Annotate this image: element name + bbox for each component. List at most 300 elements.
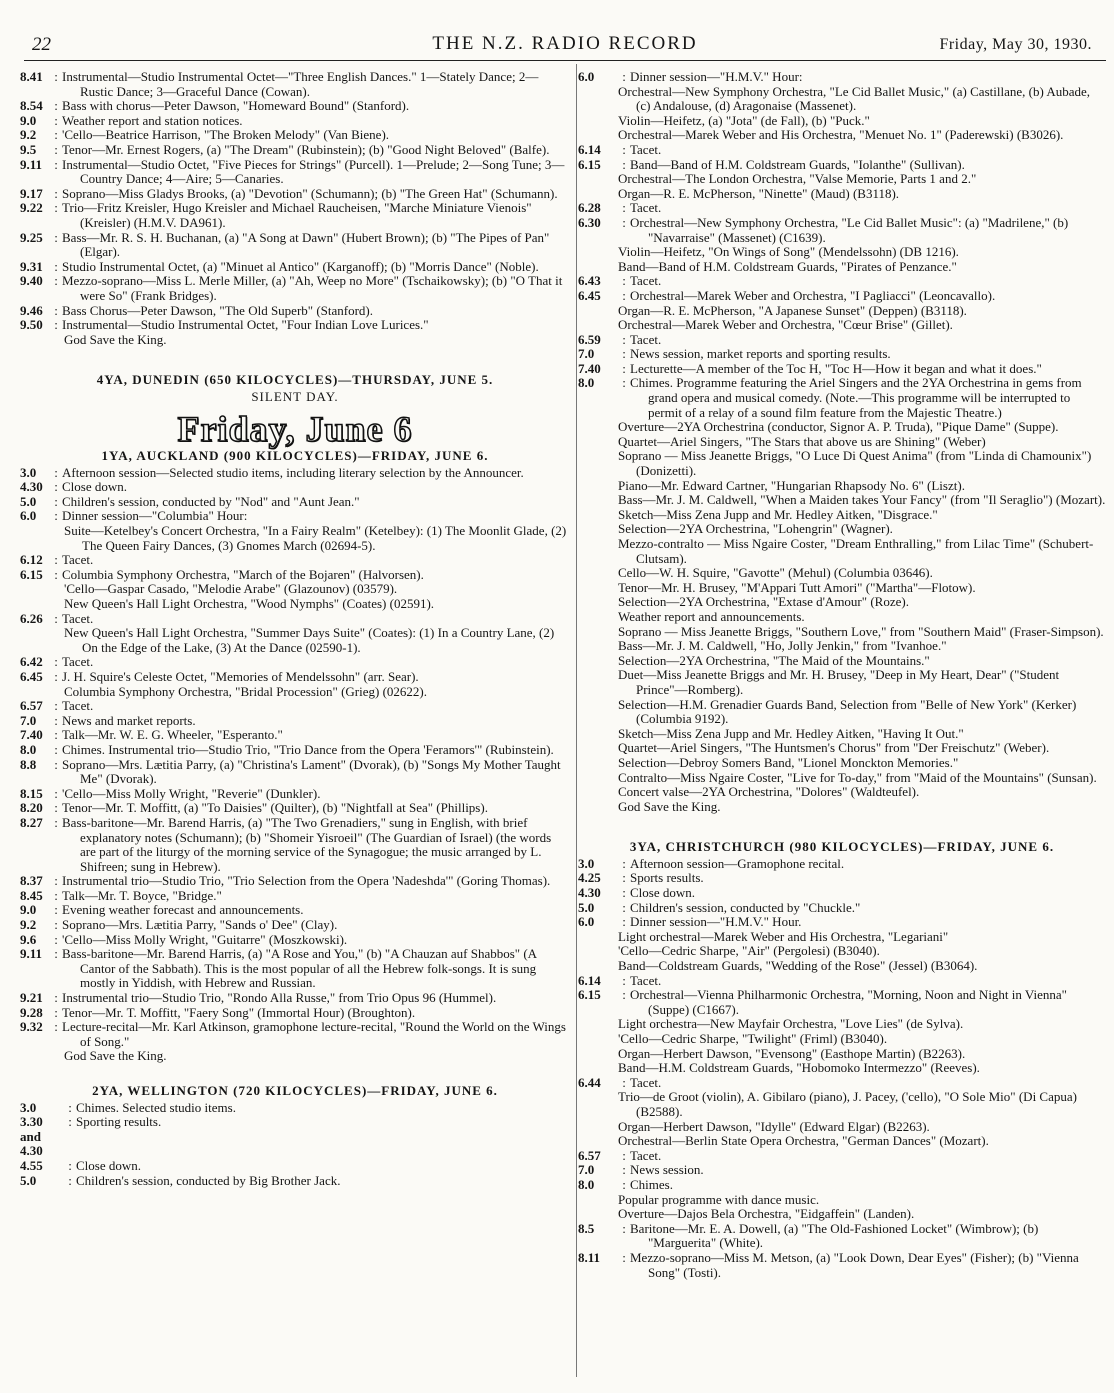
- entry-time: 6.44: [578, 1074, 601, 1090]
- sub-item: Selection—2YA Orchestrina, "The Maid of the Mountains.": [618, 652, 930, 668]
- schedule-entry: [20, 143, 570, 158]
- entry-time: 6.59: [578, 331, 601, 347]
- schedule-entry: [20, 187, 570, 202]
- entry-separator: :: [622, 885, 626, 901]
- entry-time: 6.0: [578, 70, 595, 84]
- entry-separator: :: [54, 990, 58, 1006]
- schedule-entry: [20, 787, 570, 802]
- entry-time: 6.12: [20, 552, 43, 568]
- entry-text: Afternoon session—Gramophone recital.: [630, 855, 845, 871]
- entry-separator: :: [68, 1114, 72, 1130]
- schedule-list: [578, 1076, 1106, 1091]
- entry-separator: :: [54, 317, 58, 333]
- schedule-list: [578, 1149, 1106, 1193]
- entry-text: Tenor—Mr. Ernest Rogers, (a) "The Dream" (Rubinstein); (b) "Good Night Beloved" (Balfe).: [62, 141, 550, 157]
- entry-text: Baritone—Mr. E. A. Dowell, (a) "The Old-Fashioned Locket" (Wimbrow); (b) "Marguerita" (White).: [630, 1220, 1039, 1251]
- schedule-entry: [20, 1115, 570, 1159]
- sub-item: Selection—H.M. Grenadier Guards Band, Selection from "Belle of New York" (Kerker) (Columbia 9192).: [618, 696, 1077, 727]
- entry-separator: :: [622, 870, 626, 886]
- entry-text: Soprano—Miss Gladys Brooks, (a) "Devotion" (Schumann); (b) "The Green Hat" (Schumann).: [62, 185, 558, 201]
- entry-time: 9.50: [20, 317, 43, 333]
- sub-list: [578, 930, 1106, 974]
- schedule-list: [578, 143, 1106, 172]
- entry-text: Mezzo-soprano—Miss L. Merle Miller, (a) "Ah, Weep no More" (Tschaikowsky); (b) "O That it were So" (Frank Bridges).: [62, 273, 563, 303]
- schedule-entry: [20, 274, 570, 303]
- entry-time: 6.43: [578, 273, 601, 289]
- entry-text: Close down.: [630, 885, 695, 901]
- entry-time: 9.2: [20, 917, 37, 933]
- entry-text: Tacet.: [62, 654, 94, 670]
- sub-list: [578, 420, 1106, 814]
- entry-separator: :: [622, 287, 626, 303]
- station-heading-dunedin: 4YA, DUNEDIN (650 KILOCYCLES)—THURSDAY, JUNE 5.: [96, 372, 494, 388]
- entry-time: 8.0: [20, 741, 37, 757]
- schedule-entry: [578, 974, 1106, 989]
- sub-item: Piano—Mr. Edward Cartner, "Hungarian Rhapsody No. 6" (Liszt).: [618, 477, 965, 493]
- entry-separator: :: [54, 302, 58, 318]
- sub-item: Overture—2YA Orchestrina (conductor, Signor A. P. Truda), "Pique Dame" (Suppe).: [618, 419, 1059, 435]
- page-number: 22: [32, 34, 51, 55]
- sub-item: Organ—R. E. McPherson, "A Japanese Sunset" (Deppen) (B3118).: [618, 302, 967, 318]
- schedule-entry: [578, 201, 1106, 216]
- schedule-list: [578, 974, 1106, 1018]
- schedule-list: [578, 201, 1106, 245]
- sub-item: Selection—2YA Orchestrina, "Lohengrin" (Wagner).: [618, 521, 893, 537]
- schedule-entry: [578, 871, 1106, 886]
- entry-separator: :: [622, 214, 626, 230]
- schedule-entry: [20, 655, 570, 670]
- entry-separator: :: [622, 1176, 626, 1192]
- entry-separator: :: [54, 552, 58, 568]
- entry-time: 7.0: [578, 346, 595, 362]
- close-line: God Save the King.: [64, 331, 167, 347]
- station-heading-auckland: 1YA, AUCKLAND (900 KILOCYCLES)—FRIDAY, JUNE 6.: [101, 448, 489, 464]
- sub-item: Orchestral—Marek Weber and Orchestra, "Cœur Brise" (Gillet).: [618, 317, 953, 333]
- entry-time: 6.57: [578, 1147, 601, 1163]
- schedule-entry: [20, 70, 570, 99]
- entry-separator: :: [54, 464, 58, 480]
- entry-text: Chimes. Programme featuring the Ariel Singers and the 2YA Orchestrina in gems from grand opera and musical comedy. (Note.—This programme will be interrupted to permit of a relay of a sound film feature from the Majestic Theatre.): [630, 375, 1082, 420]
- sub-item: Organ—R. E. McPherson, "Ninette" (Maud) (B3118).: [618, 185, 900, 201]
- entry-time: 9.22: [20, 200, 43, 216]
- entry-separator: :: [622, 156, 626, 172]
- sub-item: Trio—de Groot (violin), A. Gibilaro (piano), J. Pacey, ('cello), "O Sole Mio" (Di Capua) (B2588).: [618, 1089, 1077, 1119]
- entry-text: Orchestral—Marek Weber and Orchestra, "I Pagliacci" (Leoncavallo).: [630, 287, 996, 303]
- entry-text: Chimes.: [630, 1176, 673, 1192]
- entry-separator: :: [54, 654, 58, 670]
- entry-separator: :: [622, 375, 626, 391]
- entry-separator: :: [622, 1249, 626, 1265]
- entry-text: Talk—Mr. W. E. G. Wheeler, "Esperanto.": [62, 727, 283, 743]
- entry-separator: :: [54, 887, 58, 903]
- entry-text: Band—Band of H.M. Coldstream Guards, "Iolanthe" (Sullivan).: [630, 156, 965, 172]
- schedule-entry: [578, 901, 1106, 916]
- sub-item: Columbia Symphony Orchestra, "Bridal Procession" (Grieg) (02622).: [64, 683, 427, 699]
- entry-text: News session.: [630, 1162, 704, 1178]
- entry-time: 8.0: [578, 375, 595, 391]
- schedule-entry: [578, 1178, 1106, 1193]
- entry-time: 9.40: [20, 273, 43, 289]
- entry-separator: :: [622, 70, 626, 84]
- schedule-entry: [20, 99, 570, 114]
- entry-time: 9.32: [20, 1019, 43, 1035]
- entry-text: Dinner session—"H.M.V." Hour.: [630, 914, 802, 930]
- schedule-entry: [20, 743, 570, 758]
- schedule-list: [578, 857, 1106, 930]
- entry-text: Chimes. Instrumental trio—Studio Trio, "Trio Dance from the Opera 'Feramors'" (Rubinstein).: [62, 741, 554, 757]
- entry-text: Tacet.: [630, 273, 662, 289]
- entry-time: 6.45: [578, 287, 601, 303]
- entry-separator: :: [54, 127, 58, 143]
- entry-text: Instrumental trio—Studio Trio, "Rondo Alla Russe," from Trio Opus 96 (Hummel).: [62, 990, 497, 1006]
- entry-time: 8.5: [578, 1220, 595, 1236]
- entry-separator: :: [54, 479, 58, 495]
- entry-separator: :: [54, 698, 58, 714]
- sub-list: [20, 626, 570, 655]
- entry-time: 7.0: [20, 712, 37, 728]
- entry-text: Tacet.: [630, 331, 662, 347]
- entry-time: 9.28: [20, 1004, 43, 1020]
- entry-text: Talk—Mr. T. Boyce, "Bridge.": [62, 887, 222, 903]
- schedule-entry: [578, 1251, 1106, 1280]
- schedule-entry: [578, 143, 1106, 158]
- schedule-entry: [578, 289, 1106, 304]
- entry-time: 9.6: [20, 931, 37, 947]
- close-line: God Save the King.: [64, 1048, 167, 1064]
- schedule-entry: [20, 1159, 570, 1174]
- schedule-entry: [20, 231, 570, 260]
- entry-time: 3.30 and 4.30: [20, 1114, 43, 1159]
- entry-separator: :: [68, 1172, 72, 1188]
- entry-separator: :: [54, 508, 58, 524]
- schedule-entry: [578, 1076, 1106, 1091]
- entry-text: Sports results.: [630, 870, 704, 886]
- entry-time: 6.30: [578, 214, 601, 230]
- entry-text: Studio Instrumental Octet, (a) "Minuet al Antico" (Karganoff); (b) "Morris Dance" (Noble).: [62, 258, 539, 274]
- schedule-entry: [20, 670, 570, 685]
- sub-item: 'Cello—Cedric Sharpe, "Twilight" (Friml) (B3040).: [618, 1031, 888, 1046]
- entry-text: J. H. Squire's Celeste Octet, "Memories of Mendelssohn" (arr. Sear).: [62, 668, 419, 684]
- sub-item: Bass—Mr. J. M. Caldwell, "Ho, Jolly Jenkin," from "Ivanhoe.": [618, 638, 947, 654]
- entry-separator: :: [54, 185, 58, 201]
- schedule-list: [20, 1101, 570, 1189]
- entry-separator: :: [54, 712, 58, 728]
- schedule-entry: [20, 903, 570, 918]
- entry-time: 8.20: [20, 800, 43, 816]
- entry-separator: :: [54, 756, 58, 772]
- sub-list: [578, 1193, 1106, 1222]
- sub-item: New Queen's Hall Light Orchestra, "Wood Nymphs" (Coates) (02591).: [64, 596, 435, 611]
- schedule-entry: [578, 376, 1106, 420]
- header-rule: [24, 60, 1106, 61]
- schedule-entry: [578, 362, 1106, 377]
- entry-separator: :: [622, 914, 626, 930]
- sub-item: Overture—Dajos Bela Orchestra, "Eidgaffein" (Landen).: [618, 1206, 915, 1222]
- schedule-entry: [20, 114, 570, 129]
- sub-list: [20, 685, 570, 700]
- sub-item: Sketch—Miss Zena Jupp and Mr. Hedley Aitken, "Having It Out.": [618, 725, 964, 741]
- entry-separator: :: [622, 899, 626, 915]
- schedule-entry: [20, 128, 570, 143]
- entry-time: 4.55: [20, 1157, 43, 1173]
- entry-separator: :: [622, 1162, 626, 1178]
- entry-text: Columbia Symphony Orchestra, "March of the Bojaren" (Halvorsen).: [62, 566, 424, 582]
- entry-separator: :: [54, 610, 58, 626]
- schedule-entry: [20, 495, 570, 510]
- entry-text: Bass-baritone—Mr. Barend Harris, (a) "The Two Grenadiers," sung in English, with brief explanatory notes (Schumann); (b) "Shomeir Yisroeil" (The Guardian of Israel) (the words are part of the liturgy of the morning service of the Synagogue; the music arranged by L. Shifreen; sung in Hebrew).: [62, 814, 552, 874]
- entry-separator: :: [54, 1019, 58, 1035]
- sub-item: Tenor—Mr. H. Brusey, "M'Appari Tutt Amori" ("Martha"—Flotow).: [618, 579, 976, 595]
- entry-separator: :: [54, 273, 58, 289]
- schedule-entry: [578, 886, 1106, 901]
- schedule-entry: [20, 1101, 570, 1116]
- sub-list: [578, 1090, 1106, 1148]
- entry-separator: :: [54, 229, 58, 245]
- schedule-entry: [20, 260, 570, 275]
- entry-text: News and market reports.: [62, 712, 196, 728]
- entry-text: Tacet.: [62, 610, 94, 626]
- schedule-list: [578, 274, 1106, 303]
- schedule-entry: [578, 333, 1106, 348]
- sub-item: Sketch—Miss Zena Jupp and Mr. Hedley Aitken, "Disgrace.": [618, 506, 938, 522]
- entry-time: 4.30: [578, 885, 601, 901]
- schedule-entry: [578, 274, 1106, 289]
- schedule-list: [20, 612, 570, 627]
- schedule-entry: [578, 857, 1106, 872]
- sub-item: Suite—Ketelbey's Concert Orchestra, "In a Fairy Realm" (Ketelbey): (1) The Moonlit Glade, (2) The Queen Fairy Dances, (3) Gnomes March (02694-5).: [64, 523, 567, 553]
- schedule-entry: [20, 318, 570, 333]
- schedule-entry: [578, 1163, 1106, 1178]
- sub-item: Quartet—Ariel Singers, "The Huntsmen's Chorus" from "Der Freischutz" (Weber).: [618, 740, 1050, 756]
- entry-text: Trio—Fritz Kreisler, Hugo Kreisler and Michael Raucheisen, "Marche Miniature Vienois" (Kreisler) (H.M.V. DA961).: [62, 200, 532, 230]
- entry-text: Children's session, conducted by "Nod" and "Aunt Jean.": [62, 493, 360, 509]
- entry-separator: :: [54, 200, 58, 216]
- entry-time: 9.21: [20, 990, 43, 1006]
- sub-item: Concert valse—2YA Orchestrina, "Dolores" (Waldteufel).: [618, 784, 920, 800]
- entry-text: Chimes. Selected studio items.: [76, 1099, 236, 1115]
- schedule-entry: [20, 158, 570, 187]
- schedule-entry: [20, 947, 570, 991]
- entry-separator: :: [54, 902, 58, 918]
- entry-text: Evening weather forecast and announcements.: [62, 902, 304, 918]
- entry-separator: :: [54, 873, 58, 889]
- schedule-entry: [20, 201, 570, 230]
- entry-text: Weather report and station notices.: [62, 112, 243, 128]
- entry-separator: :: [54, 668, 58, 684]
- entry-separator: :: [54, 1004, 58, 1020]
- entry-separator: :: [68, 1157, 72, 1173]
- sub-item: Violin—Heifetz, "On Wings of Song" (Mendelssohn) (DB 1216).: [618, 244, 959, 260]
- schedule-entry: [20, 304, 570, 319]
- sub-item: Orchestral—The London Orchestra, "Valse Memorie, Parts 1 and 2.": [618, 171, 977, 187]
- publication-title: THE N.Z. RADIO RECORD: [432, 33, 698, 54]
- entry-text: Dinner session—"H.M.V." Hour:: [630, 70, 803, 84]
- entry-time: 5.0: [20, 1172, 37, 1188]
- entry-text: Dinner session—"Columbia" Hour:: [62, 508, 248, 524]
- sub-item: God Save the King.: [618, 798, 721, 814]
- schedule-list: [578, 333, 1106, 421]
- sub-list: [578, 245, 1106, 274]
- right-column: [578, 70, 1106, 1280]
- entry-text: Orchestral—Vienna Philharmonic Orchestra, "Morning, Noon and Night in Vienna" (Suppe) (C1667).: [630, 987, 1067, 1017]
- entry-text: Mezzo-soprano—Miss M. Metson, (a) "Look Down, Dear Eyes" (Fisher); (b) "Vienna Song" (Tosti).: [630, 1249, 1079, 1280]
- schedule-entry: [20, 714, 570, 729]
- entry-text: Tacet.: [630, 1074, 662, 1090]
- sub-item: Light orchestra—New Mayfair Orchestra, "Love Lies" (de Sylva).: [618, 1016, 964, 1032]
- schedule-entry: [578, 347, 1106, 362]
- entry-time: 5.0: [578, 899, 595, 915]
- schedule-entry: [20, 728, 570, 743]
- entry-separator: :: [54, 946, 58, 962]
- entry-text: Tacet.: [630, 1147, 662, 1163]
- sub-item: 'Cello—Gaspar Casado, "Melodie Arabe" (Glazounov) (03579).: [64, 581, 398, 597]
- schedule-entry: [20, 568, 570, 583]
- entry-separator: :: [68, 1099, 72, 1115]
- entry-time: 6.0: [578, 914, 595, 930]
- schedule-entry: [20, 509, 570, 524]
- issue-date: Friday, May 30, 1930.: [939, 36, 1092, 53]
- sub-item: Violin—Heifetz, (a) "Jota" (de Fall), (b) "Puck.": [618, 112, 870, 128]
- silent-day-notice: SILENT DAY.: [251, 388, 339, 404]
- sub-item: Bass—Mr. J. M. Caldwell, "When a Maiden takes Your Fancy" (from "Il Seraglio") (Mozart).: [618, 492, 1106, 508]
- entry-separator: :: [54, 800, 58, 816]
- schedule-list: [578, 1222, 1106, 1280]
- entry-text: Soprano—Mrs. Lætitia Parry, (a) "Christina's Lament" (Dvorak), (b) "Songs My Mother Taught Me" (Dvorak).: [62, 756, 561, 787]
- sub-list: [20, 524, 570, 553]
- sub-item: Mezzo-contralto — Miss Ngaire Coster, "Dream Enthralling," from Lilac Time" (Schubert-Clutsam).: [618, 536, 1094, 566]
- schedule-entry: [20, 816, 570, 874]
- entry-time: 6.15: [578, 156, 601, 172]
- entry-text: Tenor—Mr. T. Moffitt, (a) "To Daisies" (Quilter), (b) "Nightfall at Sea" (Phillips).: [62, 800, 488, 816]
- entry-text: Close down.: [62, 479, 127, 495]
- entry-text: Children's session, conducted by Big Brother Jack.: [76, 1172, 341, 1188]
- sub-item: Selection—Debroy Somers Band, "Lionel Monckton Memories.": [618, 754, 959, 770]
- entry-time: 6.14: [578, 972, 601, 988]
- entry-time: 7.40: [578, 360, 601, 376]
- entry-time: 7.40: [20, 727, 43, 743]
- entry-text: Instrumental—Studio Octet, "Five Pieces for Strings" (Purcell). 1—Prelude; 2—Song Tune; 3—Country Dance; 4—Aire; 5—Canaries.: [62, 156, 565, 187]
- sub-item: Selection—2YA Orchestrina, "Extase d'Amour" (Roze).: [618, 594, 909, 610]
- entry-time: 8.8: [20, 756, 37, 772]
- entry-text: Bass—Mr. R. S. H. Buchanan, (a) "A Song at Dawn" (Hubert Brown); (b) "The Pipes of Pan" (Elgar).: [62, 229, 550, 260]
- sub-item: Soprano — Miss Jeanette Briggs, "Southern Love," from "Southern Maid" (Fraser-Simpson).: [618, 623, 1104, 639]
- entry-separator: :: [54, 141, 58, 157]
- schedule-entry: [578, 1222, 1106, 1251]
- schedule-entry: [20, 466, 570, 481]
- schedule-entry: [578, 915, 1106, 930]
- entry-separator: :: [622, 200, 626, 216]
- entry-time: 9.0: [20, 112, 37, 128]
- sub-item: Light orchestral—Marek Weber and His Orchestra, "Legariani": [618, 928, 949, 944]
- entry-time: 5.0: [20, 493, 37, 509]
- entry-time: 3.0: [578, 855, 595, 871]
- schedule-entry: [20, 1006, 570, 1021]
- entry-text: Close down.: [76, 1157, 141, 1173]
- entry-time: 9.0: [20, 902, 37, 918]
- schedule-entry: [20, 933, 570, 948]
- entry-separator: :: [54, 931, 58, 947]
- schedule-entry: [20, 699, 570, 714]
- entry-separator: :: [622, 1220, 626, 1236]
- sub-list: [20, 582, 570, 611]
- entry-time: 3.0: [20, 464, 37, 480]
- entry-time: 8.45: [20, 887, 43, 903]
- entry-time: 9.5: [20, 141, 37, 157]
- entry-text: Bass with chorus—Peter Dawson, "Homeward Bound" (Stanford).: [62, 98, 410, 114]
- schedule-entry: [20, 918, 570, 933]
- sub-list: [578, 85, 1106, 143]
- sub-item: Cello—W. H. Squire, "Gavotte" (Mehul) (Columbia 03646).: [618, 565, 933, 581]
- entry-time: 6.28: [578, 200, 601, 216]
- entry-time: 6.57: [20, 698, 43, 714]
- entry-separator: :: [622, 987, 626, 1003]
- schedule-entry: [20, 801, 570, 816]
- entry-time: 8.27: [20, 814, 43, 830]
- entry-separator: :: [622, 1074, 626, 1090]
- entry-time: 6.15: [20, 566, 43, 582]
- station-heading-wellington: 2YA, WELLINGTON (720 KILOCYCLES)—FRIDAY, JUNE 6.: [92, 1083, 498, 1098]
- entry-separator: :: [54, 112, 58, 128]
- entry-separator: :: [54, 785, 58, 801]
- schedule-entry: [578, 158, 1106, 173]
- entry-text: Bass Chorus—Peter Dawson, "The Old Superb" (Stanford).: [62, 302, 374, 318]
- entry-time: 8.11: [578, 1249, 601, 1265]
- schedule-entry: [578, 216, 1106, 245]
- entry-text: Tacet.: [630, 141, 662, 157]
- schedule-entry: [20, 1020, 570, 1049]
- schedule-list: [20, 699, 570, 1049]
- entry-time: 9.11: [20, 946, 43, 962]
- schedule-entry: [20, 991, 570, 1006]
- schedule-entry: [578, 988, 1106, 1017]
- station-heading-christchurch: 3YA, CHRISTCHURCH (980 KILOCYCLES)—FRIDAY, JUNE 6.: [629, 839, 1055, 855]
- sub-item: Contralto—Miss Ngaire Coster, "Live for To-day," from "Maid of the Mountains" (Sunsan).: [618, 769, 1097, 785]
- sub-item: Band—Band of H.M. Coldstream Guards, "Pirates of Penzance.": [618, 258, 957, 274]
- entry-separator: :: [54, 727, 58, 743]
- entry-text: Tacet.: [630, 972, 662, 988]
- entry-separator: :: [622, 331, 626, 347]
- entry-text: Tacet.: [62, 552, 94, 568]
- entry-time: 4.30: [20, 479, 43, 495]
- entry-time: 6.0: [20, 508, 37, 524]
- left-column: [20, 70, 570, 1188]
- entry-time: 8.41: [20, 70, 43, 84]
- sub-item: Band—Coldstream Guards, "Wedding of the Rose" (Jessel) (B3064).: [618, 958, 978, 974]
- entry-time: 9.31: [20, 258, 43, 274]
- entry-separator: :: [54, 258, 58, 274]
- entry-time: 4.25: [578, 870, 601, 886]
- entry-text: Lecture-recital—Mr. Karl Atkinson, gramophone lecture-recital, "Round the World on the Wings of Song.": [62, 1019, 566, 1049]
- sub-item: Duet—Miss Jeanette Briggs and Mr. H. Brusey, "Deep in My Heart, Dear" ("Student Prince"—Romberg).: [618, 667, 1060, 697]
- entry-text: Tenor—Mr. T. Moffitt, "Faery Song" (Immortal Hour) (Broughton).: [62, 1004, 416, 1020]
- entry-separator: :: [622, 972, 626, 988]
- entry-separator: :: [54, 156, 58, 172]
- entry-separator: :: [54, 917, 58, 933]
- entry-text: Tacet.: [630, 200, 662, 216]
- entry-text: Tacet.: [62, 698, 94, 714]
- sub-item: Organ—Herbert Dawson, "Idylle" (Edward Elgar) (B2263).: [618, 1118, 930, 1134]
- entry-time: 8.15: [20, 785, 43, 801]
- entry-separator: :: [54, 493, 58, 509]
- schedule-list: [20, 466, 570, 524]
- entry-time: 6.26: [20, 610, 43, 626]
- schedule-list: [20, 70, 570, 333]
- schedule-entry: [20, 612, 570, 627]
- sub-item: Weather report and announcements.: [618, 608, 805, 624]
- entry-time: 9.2: [20, 127, 37, 143]
- entry-separator: :: [54, 98, 58, 114]
- column-divider: [576, 64, 577, 1377]
